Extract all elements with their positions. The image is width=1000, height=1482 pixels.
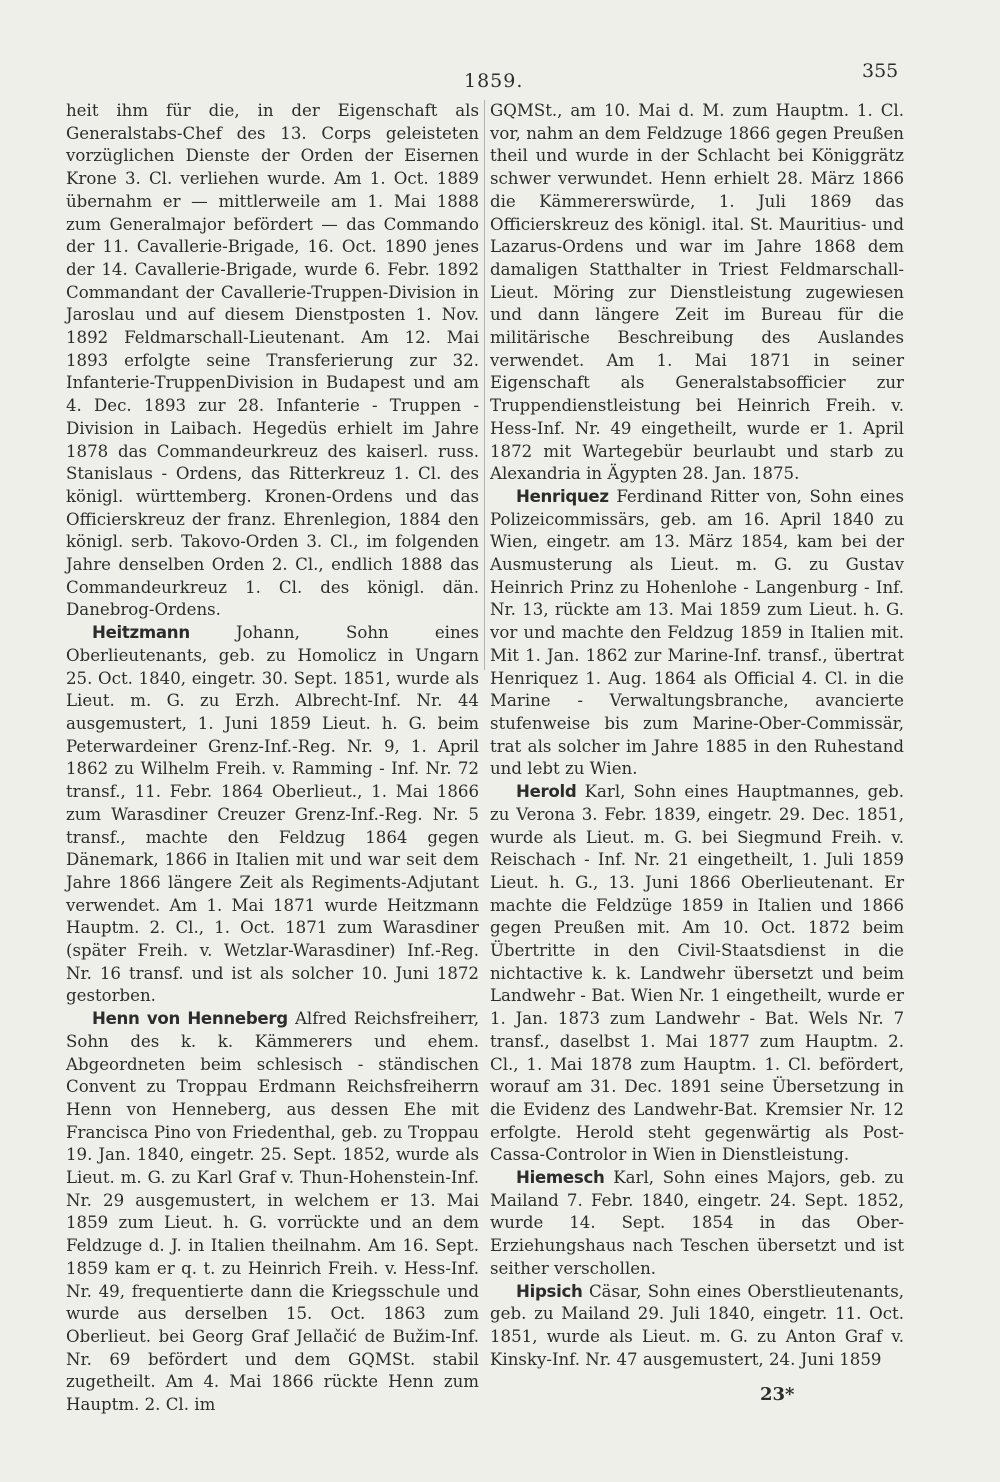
biography-entry [66,1008,479,1417]
biography-entry [490,486,904,781]
entry-text: Cäsar, Sohn eines Oberstlieutenants, geb. zu Mailand 29. Juli 1840, eingetr. 11. Oct. 1851, wurde als Lieut. m. G. zu Anton Graf v. Kinsky-Inf. Nr. 47 ausgemustert, 24. Juni 1859 [490,1281,904,1369]
biography-entry [490,781,904,1167]
page-header [0,60,1000,100]
column-divider [484,100,485,670]
entry-text: Karl, Sohn eines Hauptmannes, geb. zu Verona 3. Febr. 1839, eingetr. 29. Dec. 1851, wurde als Lieut. m. G. bei Siegmund Freih. v. Reischach - Inf. Nr. 21 eingetheilt, 1. Juli 1859 Lieut. h. G., 13. Juni 1866 Oberlieutenant. Er machte die Feldzüge 1859 in Italien und 1866 gegen Preußen mit. Am 10. Oct. 1872 beim Übertritte in den Civil-Staatsdienst in die nichtactive k. k. Landwehr übersetzt und beim Landwehr - Bat. Wien Nr. 1 eingetheilt, wurde er 1. Jan. 1873 zum Landwehr - Bat. Wels Nr. 7 transf., daselbst 1. Mai 1877 zum Hauptm. 2. Cl., 1. Mai 1878 zum Hauptm. 1. Cl. befördert, worauf am 31. Dec. 1891 seine Übersetzung in die Evidenz des Landwehr-Bat. Kremsier Nr. 12 erfolgte. Herold steht gegenwärtig als Post-Cassa-Controlor in Wien in Dienstleistung. [490,782,904,1165]
page-number: 355 [862,60,899,82]
entry-text: Johann, Sohn eines Oberlieutenants, geb. zu Homolicz in Ungarn 25. Oct. 1840, eingetr. 30. Sept. 1851, wurde als Lieut. m. G. zu Erzh. Albrecht-Inf. Nr. 44 ausgemustert, 1. Juni 1859 Lieut. h. G. beim Peterwardeiner Grenz-Inf.-Reg. Nr. 9, 1. April 1862 zu Wilhelm Freih. v. Ramming - Inf. Nr. 72 transf., 11. Febr. 1864 Oberlieut., 1. Mai 1866 zum Warasdiner Creuzer Grenz-Inf.-Reg. Nr. 5 transf., machte den Feldzug 1864 gegen Dänemark, 1866 in Italien mit und war seit dem Jahre 1866 längere Zeit als Regiments-Adjutant verwendet. Am 1. Mai 1871 wurde Heitzmann Hauptm. 2. Cl., 1. Oct. 1871 zum Warasdiner (später Freih. v. Wetzlar-Warasdiner) Inf.-Reg. Nr. 16 transf. und ist als solcher 10. Juni 1872 gestorben. [66,623,479,1006]
running-head-year: 1859. [464,70,524,92]
biography-entry [490,1281,904,1372]
right-column [490,100,904,1371]
continued-entry-text: GQMSt., am 10. Mai d. M. zum Hauptm. 1. Cl. vor, nahm an dem Feldzuge 1866 gegen Preußen theil und wurde in der Schlacht bei Königgrätz schwer verwundet. Henn erhielt 28. März 1866 die Kämmererswürde, 1. Juli 1869 das Officierskreuz des königl. ital. St. Mauritius- und Lazarus-Ordens und war im Jahre 1868 dem damaligen Statthalter in Triest Feldmarschall-Lieut. Möring zur Dienstleistung zugewiesen und dann längere Zeit im Bureau für die militärische Beschreibung des Auslandes verwendet. Am 1. Mai 1871 in seiner Eigenschaft als Generalstabsofficier zur Truppendienstleistung bei Heinrich Freih. v. Hess-Inf. Nr. 49 eingetheilt, wurde er 1. April 1872 mit Wartegebür beurlaubt und starb zu Alexandria in Ägypten 28. Jan. 1875. [490,101,904,484]
continued-entry-text: heit ihm für die, in der Eigenschaft als Generalstabs-Chef des 13. Corps geleisteten vorzüglichen Dienste der Orden der Eisernen Krone 3. Cl. verliehen wurde. Am 1. Oct. 1889 übernahm er — mittlerweile am 1. Mai 1888 zum Generalmajor befördert — das Commando der 11. Cavallerie-Brigade, 16. Oct. 1890 jenes der 14. Cavallerie-Brigade, wurde 6. Febr. 1892 Commandant der Cavallerie-Truppen-Division in Jaroslau und auf diesem Dienstposten 1. Nov. 1892 Feldmarschall-Lieutenant. Am 12. Mai 1893 erfolgte seine Transferierung zur 32. Infanterie-TruppenDivision in Budapest und am 4. Dec. 1893 zur 28. Infanterie - Truppen - Division in Laibach. Hegedüs erhielt im Jahre 1878 das Commandeurkreuz des kaiserl. russ. Stanislaus - Ordens, das Ritterkreuz 1. Cl. des königl. württemberg. Kronen-Ordens und das Officierskreuz der franz. Ehrenlegion, 1884 den königl. serb. Takovo-Orden 3. Cl., im folgenden Jahre denselben Orden 2. Cl., endlich 1888 das Commandeurkreuz 1. Cl. des königl. dän. Danebrog-Ordens. [66,101,479,620]
entry-surname: Henn von Henneberg [92,1009,288,1029]
entry-text: Alfred Reichsfreiherr, Sohn des k. k. Kämmerers und ehem. Abgeordneten beim schlesisch - ständischen Convent zu Troppau Erdmann Reichsfreiherrn Henn von Henneberg, aus dessen Ehe mit Francisca Pino von Friedenthal, geb. zu Troppau 19. Jan. 1840, eingetr. 25. Sept. 1852, wurde als Lieut. m. G. zu Karl Graf v. Thun-Hohenstein-Inf. Nr. 29 ausgemustert, in welchem er 13. Mai 1859 zum Lieut. h. G. vorrückte und an dem Feldzuge d. J. in Italien theilnahm. Am 16. Sept. 1859 kam er q. t. zu Heinrich Freih. v. Hess-Inf. Nr. 49, frequentierte dann die Kriegsschule und wurde aus derselben 15. Oct. 1863 zum Oberlieut. bei Georg Graf Jellačić de Bužim-Inf. Nr. 69 befördert und dem GQMSt. stabil zugetheilt. Am 4. Mai 1866 rückte Henn zum Hauptm. 2. Cl. im [66,1009,480,1415]
entry-text: Karl, Sohn eines Majors, geb. zu Mailand 7. Febr. 1840, eingetr. 24. Sept. 1852, wurde 14. Sept. 1854 in das Ober-Erziehungshaus nach Teschen übersetzt und ist seither verschollen. [490,1168,904,1278]
entry-surname: Hiemesch [516,1168,605,1188]
entry-surname: Hipsich [516,1281,583,1301]
entry-surname: Herold [516,782,577,802]
entry-surname: Henriquez [516,486,609,506]
entry-text: Ferdinand Ritter von, Sohn eines Polizeicommissärs, geb. am 16. April 1840 zu Wien, eingetr. am 13. März 1854, kam bei der Ausmusterung als Lieut. m. G. zu Gustav Heinrich Prinz zu Hohenlohe - Langenburg - Inf. Nr. 13, rückte am 13. Mai 1859 zum Lieut. h. G. vor und machte den Feldzug 1859 in Italien mit. Mit 1. Jan. 1862 zur Marine-Inf. transf., übertrat Henriquez 1. Aug. 1864 als Official 4. Cl. in die Marine - Verwaltungsbranche, avancierte stufenweise bis zum Marine-Ober-Commissär, trat als solcher im Jahre 1885 in den Ruhestand und lebt zu Wien. [490,486,904,779]
left-column [66,100,479,1417]
entry-surname: Heitzmann [92,623,190,643]
signature-mark: 23* [760,1384,795,1405]
biography-entry [66,622,479,1008]
biography-entry [490,1167,904,1281]
